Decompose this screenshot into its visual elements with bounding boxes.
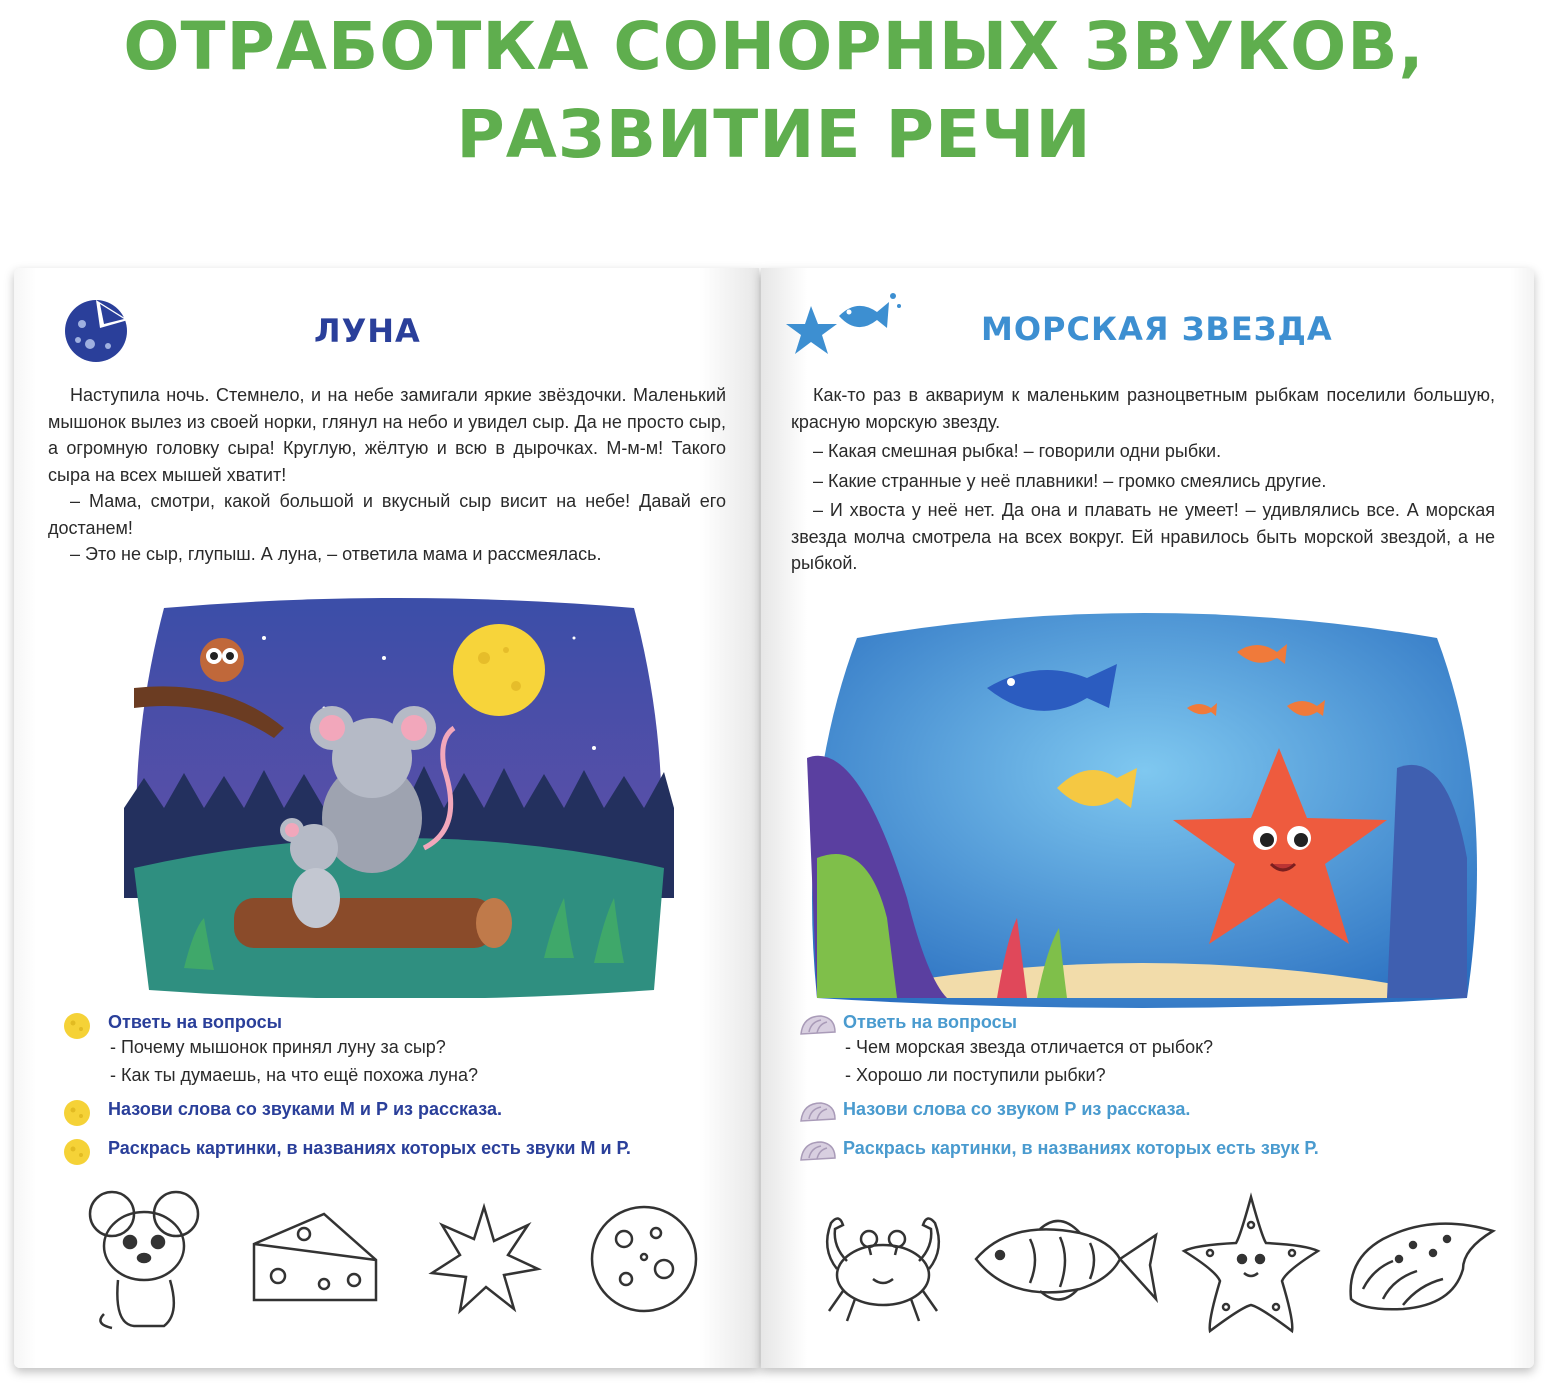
moon-cheese-icon xyxy=(62,294,134,364)
task-label: Назови слова со звуками М и Р из рассказа. xyxy=(108,1099,502,1119)
paragraph: – И хвоста у неё нет. Да она и плавать не умеет! – удивлялись все. А морская звезда молча смотрела на всех вокруг. Ей нравилось быть морской звездой, а не рыбкой. xyxy=(791,500,1495,573)
left-page xyxy=(14,268,759,1368)
coloring-pictures xyxy=(813,1186,1503,1342)
seashell-icon xyxy=(797,1012,837,1038)
starfish-fish-icon xyxy=(785,286,905,366)
starfish-icon[interactable] xyxy=(1176,1189,1326,1339)
story-text xyxy=(48,382,726,568)
story-title: МОРСКАЯ ЗВЕЗДА xyxy=(981,310,1333,348)
task-item xyxy=(797,1012,1497,1089)
crab-icon[interactable] xyxy=(813,1199,953,1329)
seashell-icon xyxy=(797,1099,837,1125)
yellow-circle-icon xyxy=(62,1138,92,1168)
seashell-icon xyxy=(797,1138,837,1164)
paragraph: – Какие странные у неё плавники! – громко смеялись другие. xyxy=(813,470,1327,491)
moon-icon[interactable] xyxy=(584,1199,704,1319)
task-question: - Хорошо ли поступили рыбки? xyxy=(845,1065,1106,1085)
paragraph: – Это не сыр, глупыш. А луна, – ответила мама и рассмеялась. xyxy=(70,544,602,564)
mouse-icon[interactable] xyxy=(84,1184,204,1334)
paragraph: – Мама, смотри, какой большой и вкусный сыр висит на небе! Давай его достанем! xyxy=(48,491,726,538)
right-page xyxy=(761,268,1534,1368)
coloring-pictures xyxy=(84,1180,704,1338)
yellow-circle-icon xyxy=(62,1099,92,1129)
shell-icon[interactable] xyxy=(1343,1209,1503,1319)
task-item xyxy=(62,1012,722,1089)
task-label: Назови слова со звуком Р из рассказа. xyxy=(843,1099,1191,1119)
paragraph: – Какая смешная рыбка! – говорили одни рыбки. xyxy=(813,441,1222,461)
star-burst-icon[interactable] xyxy=(424,1199,544,1319)
task-label: Ответь на вопросы xyxy=(843,1012,1018,1032)
task-item xyxy=(62,1138,722,1159)
night-mice-moon-illustration xyxy=(124,598,674,998)
headline-line-2: РАЗВИТИЕ РЕЧИ xyxy=(456,96,1092,173)
tasks xyxy=(62,1012,722,1159)
task-item xyxy=(797,1099,1497,1120)
paragraph: Наступила ночь. Стемнело, и на небе замигали яркие звёздочки. Маленький мышонок вылез из своей норки, глянул на небо и увидел сыр. Да не просто сыр, а огромную головку сыра! Круглую, жёлтую и всю в дырочках. М-м-м! Такого сыра на всех мышей хватит! xyxy=(48,385,726,485)
task-item xyxy=(797,1138,1497,1159)
task-label: Ответь на вопросы xyxy=(108,1012,283,1032)
task-item xyxy=(62,1099,722,1120)
aquarium-starfish-illustration xyxy=(797,598,1487,1008)
cheese-icon[interactable] xyxy=(244,1204,384,1314)
headline-line-1: ОТРАБОТКА СОНОРНЫХ ЗВУКОВ, xyxy=(123,8,1425,85)
story-title: ЛУНА xyxy=(314,312,421,350)
fish-icon[interactable] xyxy=(970,1209,1160,1319)
task-label: Раскрась картинки, в названиях которых есть звуки М и Р. xyxy=(108,1138,631,1158)
task-label: Раскрась картинки, в названиях которых есть звук Р. xyxy=(843,1138,1319,1158)
task-question: - Почему мышонок принял луну за сыр? xyxy=(110,1037,446,1057)
task-question: - Чем морская звезда отличается от рыбок? xyxy=(845,1037,1214,1057)
tasks xyxy=(797,1012,1497,1159)
task-question: - Как ты думаешь, на что ещё похожа луна? xyxy=(110,1065,478,1085)
yellow-circle-icon xyxy=(62,1012,92,1042)
paragraph: Как-то раз в аквариум к маленьким разноцветным рыбкам поселили большую, красную морскую звезду. xyxy=(791,385,1495,432)
story-text xyxy=(791,382,1495,577)
